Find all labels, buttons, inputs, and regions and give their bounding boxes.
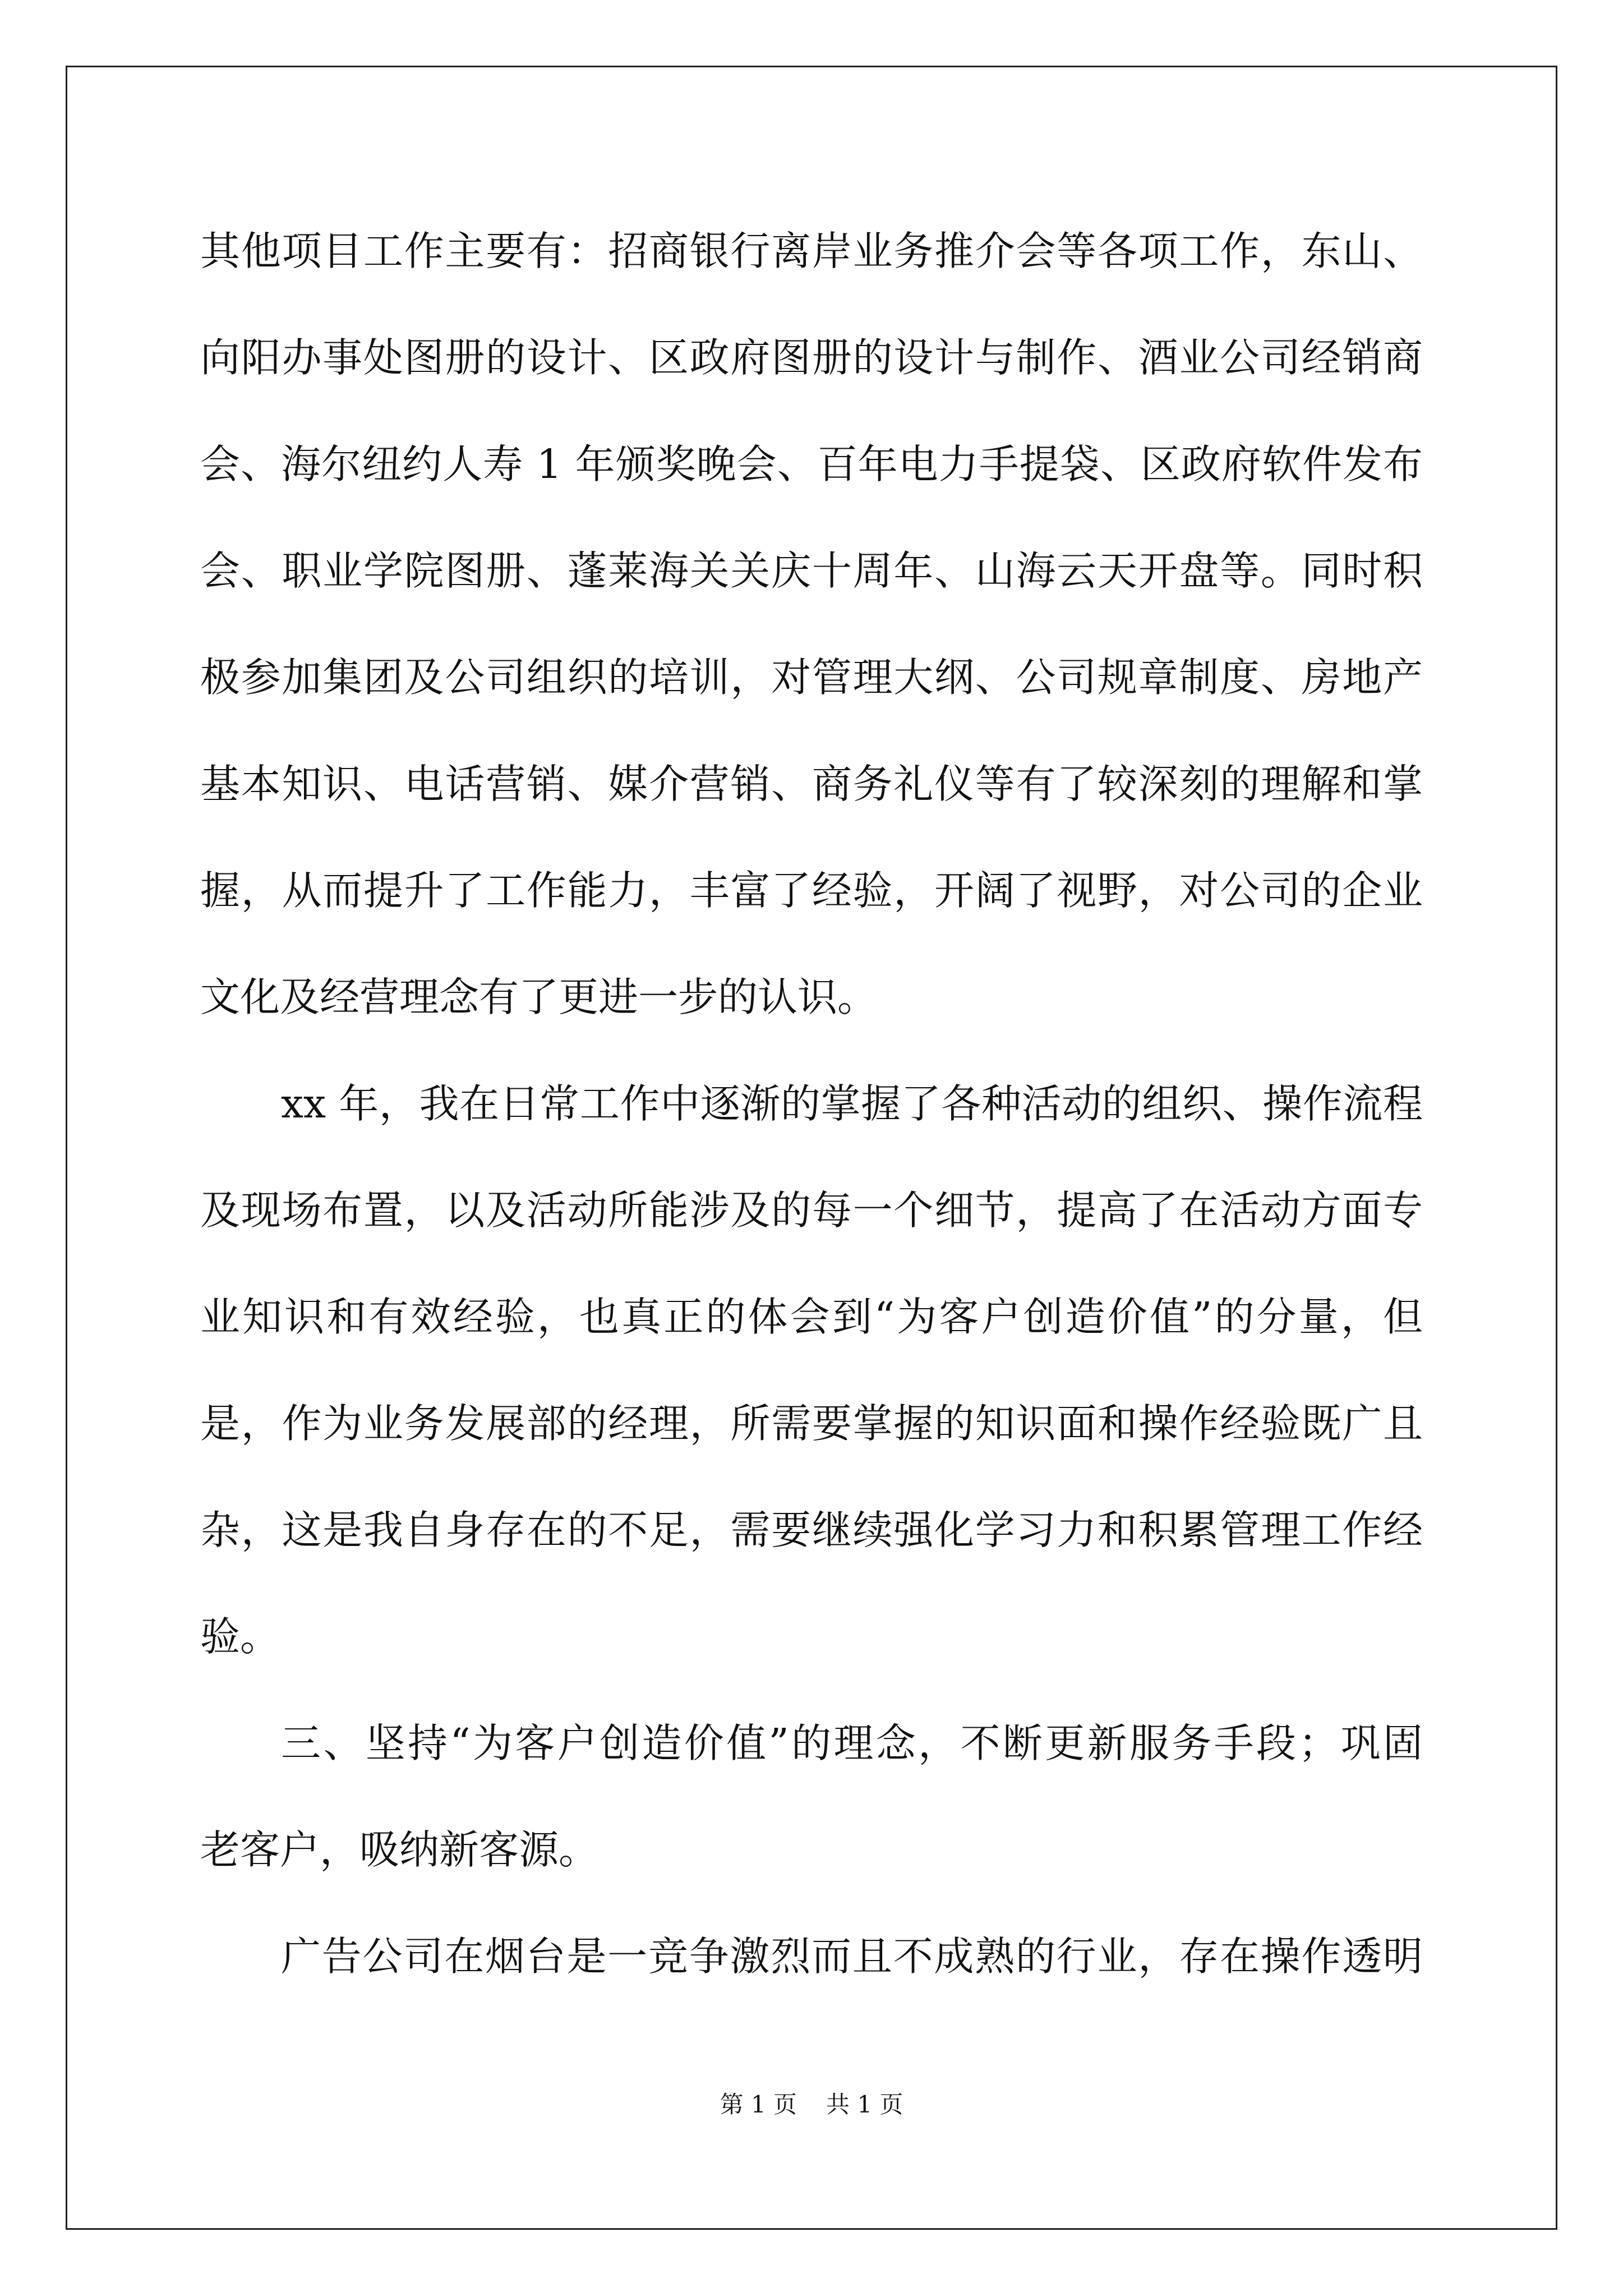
paragraph-2-line-5: 杂，这是我自身存在的不足，需要继续强化学习力和积累管理工作经 [200, 1507, 1423, 1553]
paragraph-1-line-3: 会、海尔纽约人寿 1 年颁奖晚会、百年电力手提袋、区政府软件发布 [200, 441, 1423, 487]
paragraph-1-line-1: 其他项目工作主要有：招商银行离岸业务推介会等各项工作，东山、 [200, 228, 1423, 274]
paragraph-2-line-2: 及现场布置，以及活动所能涉及的每一个细节，提高了在活动方面专 [200, 1187, 1423, 1234]
paragraph-1-line-6: 基本知识、电话营销、媒介营销、商务礼仪等有了较深刻的理解和掌 [200, 761, 1423, 807]
page-number-current: 第 1 页 [720, 2091, 797, 2118]
paragraph-4-line-1: 广告公司在烟台是一竞争激烈而且不成熟的行业，存在操作透明 [281, 1933, 1423, 1980]
paragraph-3-line-1: 三、坚持“为客户创造价值”的理念，不断更新服务手段；巩固 [281, 1720, 1423, 1766]
paragraph-2-line-1: xx 年，我在日常工作中逐渐的掌握了各种活动的组织、操作流程 [281, 1080, 1423, 1127]
paragraph-1-line-8: 文化及经营理念有了更进一步的认识。 [200, 974, 878, 1020]
paragraph-1-line-7: 握，从而提升了工作能力，丰富了经验，开阔了视野，对公司的企业 [200, 867, 1423, 914]
paragraph-1-line-5: 极参加集团及公司组织的培训，对管理大纲、公司规章制度、房地产 [200, 654, 1423, 701]
page-footer [0, 2088, 1623, 2122]
paragraph-2-line-3: 业知识和有效经验，也真正的体会到“为客户创造价值”的分量，但 [200, 1294, 1423, 1340]
paragraph-2-line-4: 是，作为业务发展部的经理，所需要掌握的知识面和操作经验既广且 [200, 1400, 1423, 1447]
paragraph-1-line-4: 会、职业学院图册、蓬莱海关关庆十周年、山海云天开盘等。同时积 [200, 547, 1423, 594]
paragraph-1-line-2: 向阳办事处图册的设计、区政府图册的设计与制作、酒业公司经销商 [200, 334, 1423, 381]
paragraph-2-line-6: 验。 [200, 1613, 280, 1660]
page-border [66, 66, 1557, 2230]
paragraph-3-line-2: 老客户，吸纳新客源。 [200, 1826, 599, 1873]
page-number-total: 共 1 页 [826, 2091, 903, 2118]
